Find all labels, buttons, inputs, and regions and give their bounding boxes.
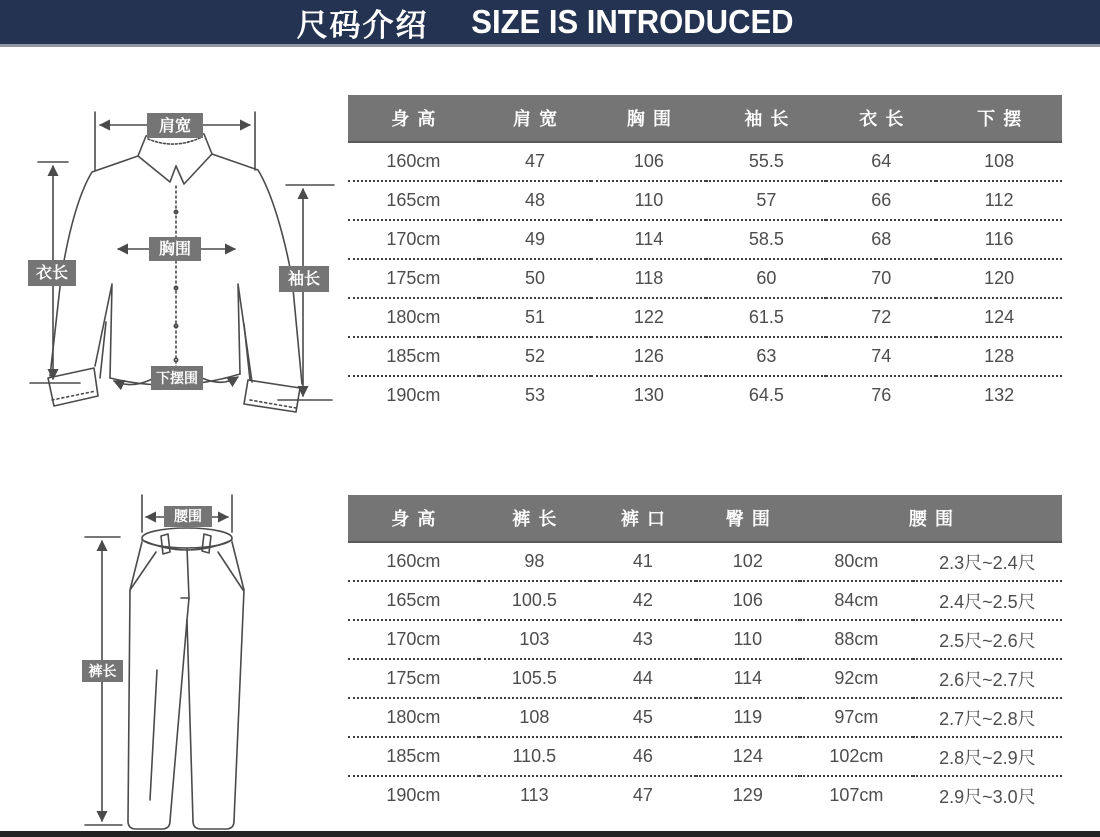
table-cell: 114 [591, 220, 706, 259]
table-header-row [348, 95, 1062, 142]
table-cell: 2.6尺~2.7尺 [913, 659, 1062, 698]
table-cell: 107cm [800, 776, 913, 814]
table-cell: 175cm [348, 659, 479, 698]
table-row [348, 542, 1062, 581]
table-row [348, 581, 1062, 620]
pants-left-inseam [170, 620, 187, 821]
svg-text:袖长: 袖长 [287, 271, 321, 288]
pants-fly-line [181, 548, 189, 598]
table-cell: 116 [936, 220, 1062, 259]
table-cell: 185cm [348, 337, 479, 376]
table-cell: 2.8尺~2.9尺 [913, 737, 1062, 776]
column-header: 衣长 [826, 95, 936, 142]
table-cell: 190cm [348, 376, 479, 414]
table-cell: 113 [479, 776, 590, 814]
table-cell: 97cm [800, 698, 913, 737]
banner-title-chinese: 尺码介绍 [296, 7, 429, 43]
table-cell: 64 [871, 151, 892, 171]
column-header: 肩宽 [479, 95, 592, 142]
table-cell: 63 [706, 337, 826, 376]
table-cell: 128 [936, 337, 1062, 376]
column-header: 裤口 [590, 495, 696, 542]
table-cell: 66 [826, 181, 936, 220]
table-cell: 92cm [800, 659, 913, 698]
table-cell: 102cm [800, 737, 913, 776]
table-cell: 52 [479, 337, 592, 376]
table-cell: 108 [984, 151, 1015, 171]
table-cell: 45 [590, 698, 696, 737]
table-row [348, 659, 1062, 698]
pants-left-leg-hem [128, 821, 170, 829]
table-row [348, 620, 1062, 659]
shirt-size-table [348, 95, 1062, 414]
column-header: 下摆 [936, 95, 1062, 142]
table-cell: 2.4尺~2.5尺 [913, 581, 1062, 620]
table-cell: 72 [826, 298, 936, 337]
shirt-right-fold-line [244, 324, 250, 380]
table-cell: 165cm [348, 581, 479, 620]
table-cell: 132 [936, 376, 1062, 414]
table-cell: 84cm [800, 581, 913, 620]
svg-text:腰围: 腰围 [174, 508, 202, 524]
table-cell: 88cm [800, 620, 913, 659]
table-cell: 55.5 [748, 151, 784, 171]
table-row [348, 737, 1062, 776]
table-cell: 53 [479, 376, 592, 414]
table-row [348, 142, 1062, 181]
table-row [348, 776, 1062, 814]
table-cell: 43 [590, 620, 696, 659]
pants-right-inseam [187, 620, 193, 821]
table-cell: 114 [696, 659, 800, 698]
table-cell: 108 [479, 698, 590, 737]
table-cell: 76 [826, 376, 936, 414]
table-cell: 47 [590, 776, 696, 814]
table-cell: 120 [936, 259, 1062, 298]
bottom-divider-bar [0, 831, 1100, 837]
table-row [348, 220, 1062, 259]
svg-text:肩宽: 肩宽 [158, 118, 192, 135]
table-header-row [348, 495, 1062, 542]
table-cell: 170cm [348, 620, 479, 659]
table-cell: 46 [590, 737, 696, 776]
pants-table-body [348, 542, 1062, 814]
table-cell: 185cm [348, 737, 479, 776]
hem-label [151, 366, 203, 390]
table-cell: 44 [590, 659, 696, 698]
table-cell: 49 [479, 220, 592, 259]
table-cell: 124 [696, 737, 800, 776]
table-cell: 175cm [348, 259, 479, 298]
table-cell: 110 [696, 620, 800, 659]
banner-title-english: SIZE IS INTRODUCED [470, 3, 794, 40]
table-cell: 64.5 [706, 376, 826, 414]
pants-table-header [348, 495, 1062, 542]
shirt-collar-stitch [148, 137, 202, 144]
table-cell: 160cm [386, 151, 441, 171]
table-cell: 61.5 [706, 298, 826, 337]
table-cell: 42 [590, 581, 696, 620]
table-cell: 118 [591, 259, 706, 298]
table-cell: 165cm [348, 181, 479, 220]
table-row [348, 181, 1062, 220]
shirt-table-header [348, 95, 1062, 142]
table-cell: 105.5 [479, 659, 590, 698]
svg-text:衣长: 衣长 [35, 265, 69, 282]
table-cell: 106 [633, 151, 664, 171]
table-cell: 119 [696, 698, 800, 737]
table-cell: 103 [479, 620, 590, 659]
table-cell: 102 [732, 551, 763, 571]
column-header: 身高 [348, 495, 479, 542]
table-cell: 126 [591, 337, 706, 376]
pants-length-label [82, 660, 123, 682]
table-cell: 68 [826, 220, 936, 259]
table-cell: 129 [696, 776, 800, 814]
pants-right-leg-hem [193, 821, 234, 829]
column-header: 裤长 [479, 495, 590, 542]
svg-text:下摆围: 下摆围 [156, 370, 198, 386]
table-cell: 80cm [834, 551, 879, 571]
table-cell: 50 [479, 259, 592, 298]
table-cell: 122 [591, 298, 706, 337]
shirt-measurement-diagram [0, 60, 350, 420]
table-cell: 2.9尺~3.0尺 [913, 776, 1062, 814]
shirt-collar-right-wing [176, 154, 212, 184]
shirt-left-cuff [48, 368, 98, 406]
table-row [348, 298, 1062, 337]
table-row [348, 376, 1062, 414]
table-cell: 190cm [348, 776, 479, 814]
table-cell: 110.5 [479, 737, 590, 776]
table-cell: 170cm [348, 220, 479, 259]
pants-size-table [348, 495, 1062, 814]
column-header: 身高 [348, 95, 479, 142]
table-cell: 98 [524, 551, 545, 571]
shoulder-width-label [147, 113, 203, 138]
table-cell: 60 [706, 259, 826, 298]
shirt-table-body [348, 142, 1062, 414]
sleeve-length-label [279, 266, 329, 292]
table-cell: 47 [525, 151, 546, 171]
shirt-button [174, 358, 177, 361]
table-cell: 106 [696, 581, 800, 620]
table-cell: 110 [591, 181, 706, 220]
shirt-collar-left-wing [138, 156, 176, 182]
table-cell: 2.3尺~2.4尺 [939, 552, 1036, 573]
shirt-left-body-seam [95, 284, 112, 378]
table-cell: 58.5 [706, 220, 826, 259]
table-cell: 51 [479, 298, 592, 337]
table-row [348, 337, 1062, 376]
table-row [348, 698, 1062, 737]
pants-front-seam [187, 598, 189, 620]
table-cell: 48 [479, 181, 592, 220]
column-header: 臀围 [696, 495, 800, 542]
pants-crease-line [150, 670, 157, 800]
table-cell: 160cm [386, 551, 441, 571]
column-header: 胸围 [591, 95, 706, 142]
pants-left-pocket-line [130, 552, 156, 590]
table-cell: 100.5 [479, 581, 590, 620]
table-cell: 2.7尺~2.8尺 [913, 698, 1062, 737]
table-cell: 130 [591, 376, 706, 414]
column-header: 袖长 [706, 95, 826, 142]
table-cell: 180cm [348, 698, 479, 737]
column-header: 腰围 [800, 495, 1062, 542]
garment-length-label [28, 260, 76, 286]
table-cell: 180cm [348, 298, 479, 337]
svg-text:裤长: 裤长 [88, 663, 117, 679]
table-row [348, 259, 1062, 298]
title-banner [0, 0, 1100, 47]
table-cell: 2.5尺~2.6尺 [913, 620, 1062, 659]
chest-label [149, 237, 201, 261]
table-cell: 112 [936, 181, 1062, 220]
shirt-line-drawing [0, 60, 350, 420]
table-cell: 124 [936, 298, 1062, 337]
table-cell: 57 [706, 181, 826, 220]
waist-label [164, 506, 212, 527]
svg-text:胸围: 胸围 [158, 241, 192, 258]
table-cell: 74 [826, 337, 936, 376]
table-cell: 41 [632, 551, 653, 571]
table-cell: 70 [826, 259, 936, 298]
pants-measurement-diagram [60, 480, 360, 837]
pants-line-drawing [60, 480, 360, 837]
